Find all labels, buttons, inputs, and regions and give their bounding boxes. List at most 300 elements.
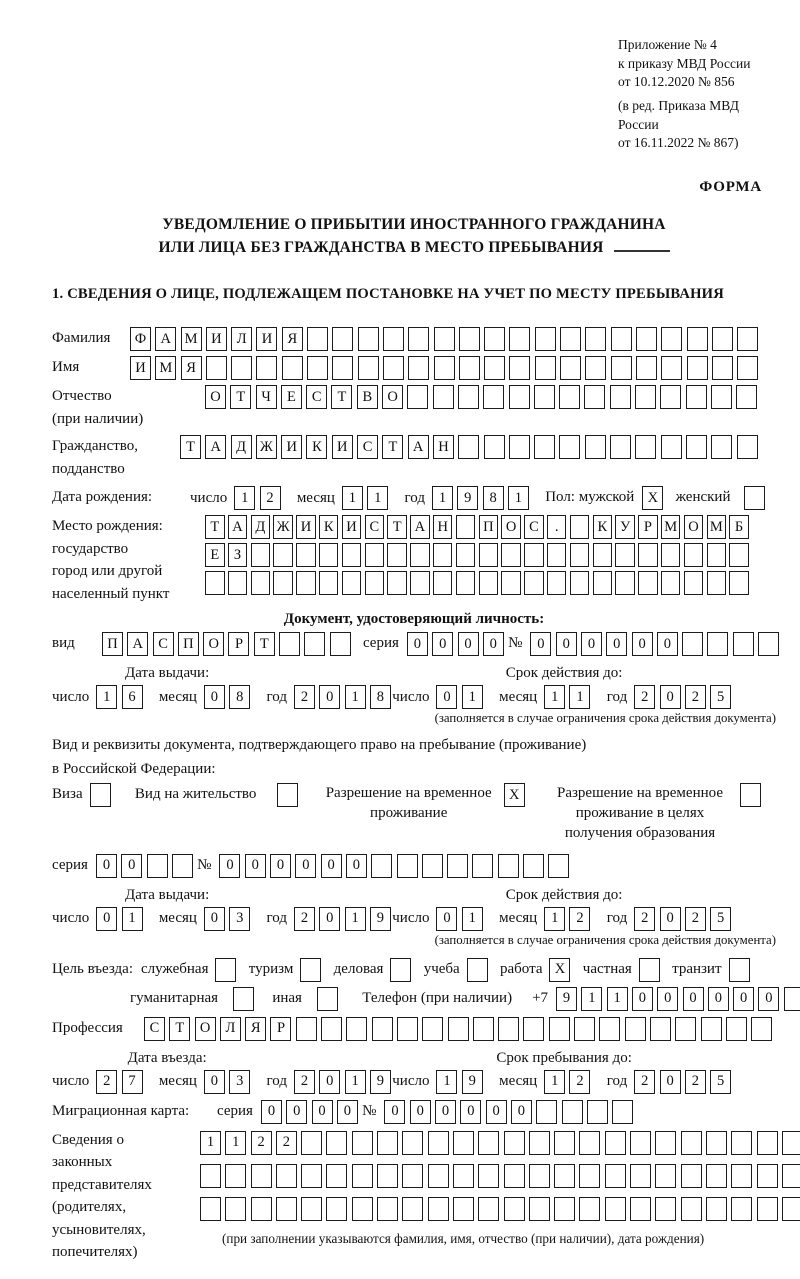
char-cell[interactable] <box>535 327 556 351</box>
char-cell[interactable] <box>319 571 339 595</box>
char-cell[interactable] <box>534 435 555 459</box>
char-cell[interactable] <box>456 543 476 567</box>
char-cell[interactable] <box>358 356 379 380</box>
char-cell[interactable] <box>687 327 708 351</box>
char-cell[interactable] <box>282 356 303 380</box>
char-cell[interactable] <box>681 1197 702 1221</box>
char-cell[interactable] <box>636 356 657 380</box>
char-cell[interactable] <box>655 1164 676 1188</box>
char-cell[interactable] <box>729 543 749 567</box>
char-cell[interactable] <box>296 543 316 567</box>
char-cell[interactable] <box>447 854 468 878</box>
char-cell[interactable]: О <box>203 632 224 656</box>
char-cell[interactable]: С <box>357 435 378 459</box>
char-cell[interactable] <box>579 1197 600 1221</box>
char-cell[interactable] <box>504 1197 525 1221</box>
date-cell[interactable]: 1 <box>544 685 565 709</box>
char-cell[interactable]: И <box>281 435 302 459</box>
char-cell[interactable]: 0 <box>435 1100 456 1124</box>
date-cell[interactable]: 0 <box>96 907 117 931</box>
char-cell[interactable] <box>509 385 530 409</box>
char-cell[interactable]: 0 <box>245 854 266 878</box>
char-cell[interactable] <box>307 356 328 380</box>
char-cell[interactable] <box>408 327 429 351</box>
purpose-official-checkbox[interactable] <box>215 958 236 982</box>
char-cell[interactable]: Т <box>331 385 352 409</box>
char-cell[interactable]: 0 <box>606 632 627 656</box>
purpose-work-checkbox[interactable]: X <box>549 958 570 982</box>
char-cell[interactable] <box>585 327 606 351</box>
char-cell[interactable] <box>757 1164 778 1188</box>
date-cell[interactable]: 1 <box>436 1070 457 1094</box>
char-cell[interactable] <box>422 854 443 878</box>
char-cell[interactable] <box>751 1017 772 1041</box>
char-cell[interactable] <box>428 1197 449 1221</box>
char-cell[interactable] <box>560 327 581 351</box>
char-cell[interactable] <box>605 1131 626 1155</box>
date-cell[interactable]: 0 <box>319 907 340 931</box>
char-cell[interactable] <box>433 543 453 567</box>
char-cell[interactable] <box>707 632 728 656</box>
date-cell[interactable]: 0 <box>660 685 681 709</box>
char-cell[interactable]: 0 <box>346 854 367 878</box>
char-cell[interactable] <box>501 571 521 595</box>
char-cell[interactable] <box>453 1131 474 1155</box>
date-cell[interactable]: 2 <box>569 907 590 931</box>
date-cell[interactable]: 1 <box>544 907 565 931</box>
char-cell[interactable]: Е <box>281 385 302 409</box>
date-cell[interactable]: 0 <box>436 685 457 709</box>
char-cell[interactable] <box>402 1164 423 1188</box>
char-cell[interactable] <box>383 327 404 351</box>
char-cell[interactable] <box>484 356 505 380</box>
char-cell[interactable] <box>574 1017 595 1041</box>
char-cell[interactable] <box>655 1197 676 1221</box>
char-cell[interactable]: И <box>342 515 362 539</box>
char-cell[interactable] <box>706 1131 727 1155</box>
char-cell[interactable] <box>273 571 293 595</box>
char-cell[interactable]: 1 <box>225 1131 246 1155</box>
char-cell[interactable] <box>456 515 476 539</box>
char-cell[interactable]: Л <box>220 1017 241 1041</box>
char-cell[interactable]: . <box>547 515 567 539</box>
char-cell[interactable] <box>570 571 590 595</box>
char-cell[interactable] <box>712 356 733 380</box>
char-cell[interactable]: П <box>479 515 499 539</box>
char-cell[interactable] <box>332 327 353 351</box>
char-cell[interactable] <box>200 1164 221 1188</box>
char-cell[interactable] <box>397 854 418 878</box>
char-cell[interactable] <box>524 543 544 567</box>
char-cell[interactable] <box>330 632 351 656</box>
sex-male-checkbox[interactable]: X <box>642 486 663 510</box>
char-cell[interactable] <box>473 1017 494 1041</box>
char-cell[interactable]: 0 <box>295 854 316 878</box>
char-cell[interactable] <box>371 854 392 878</box>
date-cell[interactable]: 2 <box>634 907 655 931</box>
char-cell[interactable] <box>504 1131 525 1155</box>
char-cell[interactable]: С <box>144 1017 165 1041</box>
char-cell[interactable] <box>782 1131 800 1155</box>
char-cell[interactable] <box>352 1131 373 1155</box>
char-cell[interactable] <box>638 571 658 595</box>
char-cell[interactable] <box>478 1197 499 1221</box>
char-cell[interactable] <box>523 854 544 878</box>
char-cell[interactable]: О <box>195 1017 216 1041</box>
char-cell[interactable]: 0 <box>337 1100 358 1124</box>
char-cell[interactable] <box>731 1164 752 1188</box>
char-cell[interactable] <box>206 356 227 380</box>
char-cell[interactable] <box>611 327 632 351</box>
char-cell[interactable] <box>433 385 454 409</box>
date-cell[interactable]: 5 <box>710 685 731 709</box>
char-cell[interactable] <box>687 356 708 380</box>
char-cell[interactable]: 0 <box>458 632 479 656</box>
char-cell[interactable] <box>342 543 362 567</box>
date-cell[interactable]: 2 <box>685 907 706 931</box>
char-cell[interactable]: Т <box>387 515 407 539</box>
char-cell[interactable]: Я <box>282 327 303 351</box>
char-cell[interactable]: М <box>155 356 176 380</box>
char-cell[interactable] <box>301 1164 322 1188</box>
char-cell[interactable]: 0 <box>632 632 653 656</box>
char-cell[interactable]: И <box>256 327 277 351</box>
char-cell[interactable]: 0 <box>121 854 142 878</box>
char-cell[interactable] <box>387 571 407 595</box>
date-cell[interactable]: 2 <box>685 1070 706 1094</box>
date-cell[interactable]: 2 <box>294 907 315 931</box>
char-cell[interactable] <box>326 1197 347 1221</box>
char-cell[interactable]: Д <box>251 515 271 539</box>
char-cell[interactable]: 1 <box>607 987 628 1011</box>
char-cell[interactable] <box>434 327 455 351</box>
char-cell[interactable]: 0 <box>581 632 602 656</box>
char-cell[interactable]: 2 <box>276 1131 297 1155</box>
purpose-private-checkbox[interactable] <box>639 958 660 982</box>
char-cell[interactable]: М <box>181 327 202 351</box>
char-cell[interactable]: 0 <box>270 854 291 878</box>
char-cell[interactable] <box>479 571 499 595</box>
char-cell[interactable]: А <box>408 435 429 459</box>
char-cell[interactable] <box>458 385 479 409</box>
char-cell[interactable] <box>501 543 521 567</box>
date-cell[interactable]: 8 <box>229 685 250 709</box>
char-cell[interactable]: Е <box>205 543 225 567</box>
char-cell[interactable]: И <box>296 515 316 539</box>
char-cell[interactable] <box>731 1131 752 1155</box>
char-cell[interactable] <box>731 1197 752 1221</box>
char-cell[interactable] <box>172 854 193 878</box>
char-cell[interactable] <box>358 327 379 351</box>
char-cell[interactable] <box>365 543 385 567</box>
char-cell[interactable]: 0 <box>683 987 704 1011</box>
char-cell[interactable] <box>707 571 727 595</box>
char-cell[interactable]: А <box>410 515 430 539</box>
date-cell[interactable]: 9 <box>370 907 391 931</box>
char-cell[interactable] <box>650 1017 671 1041</box>
char-cell[interactable] <box>228 571 248 595</box>
char-cell[interactable]: А <box>228 515 248 539</box>
char-cell[interactable] <box>684 571 704 595</box>
date-cell[interactable]: 1 <box>234 486 255 510</box>
date-cell[interactable]: 0 <box>660 1070 681 1094</box>
char-cell[interactable] <box>296 1017 317 1041</box>
char-cell[interactable] <box>397 1017 418 1041</box>
char-cell[interactable] <box>686 435 707 459</box>
char-cell[interactable] <box>701 1017 722 1041</box>
purpose-humanitarian-checkbox[interactable] <box>233 987 254 1011</box>
char-cell[interactable]: Т <box>180 435 201 459</box>
char-cell[interactable]: Т <box>205 515 225 539</box>
char-cell[interactable]: 1 <box>581 987 602 1011</box>
char-cell[interactable]: 0 <box>312 1100 333 1124</box>
char-cell[interactable]: К <box>319 515 339 539</box>
char-cell[interactable] <box>307 327 328 351</box>
char-cell[interactable] <box>321 1017 342 1041</box>
char-cell[interactable] <box>587 1100 608 1124</box>
char-cell[interactable] <box>453 1197 474 1221</box>
char-cell[interactable] <box>782 1197 800 1221</box>
char-cell[interactable] <box>251 571 271 595</box>
char-cell[interactable]: 0 <box>432 632 453 656</box>
char-cell[interactable]: О <box>684 515 704 539</box>
purpose-business-checkbox[interactable] <box>390 958 411 982</box>
char-cell[interactable] <box>448 1017 469 1041</box>
char-cell[interactable] <box>410 571 430 595</box>
char-cell[interactable] <box>706 1197 727 1221</box>
char-cell[interactable]: Н <box>433 435 454 459</box>
char-cell[interactable]: 0 <box>758 987 779 1011</box>
char-cell[interactable] <box>605 1197 626 1221</box>
char-cell[interactable] <box>630 1164 651 1188</box>
char-cell[interactable] <box>675 1017 696 1041</box>
char-cell[interactable] <box>559 435 580 459</box>
char-cell[interactable]: А <box>127 632 148 656</box>
char-cell[interactable]: Д <box>231 435 252 459</box>
char-cell[interactable]: Т <box>169 1017 190 1041</box>
char-cell[interactable] <box>484 327 505 351</box>
char-cell[interactable] <box>326 1164 347 1188</box>
char-cell[interactable]: 2 <box>251 1131 272 1155</box>
date-cell[interactable]: 5 <box>710 907 731 931</box>
date-cell[interactable]: 0 <box>204 907 225 931</box>
char-cell[interactable] <box>279 632 300 656</box>
char-cell[interactable] <box>636 327 657 351</box>
char-cell[interactable] <box>737 356 758 380</box>
char-cell[interactable]: 0 <box>511 1100 532 1124</box>
char-cell[interactable] <box>147 854 168 878</box>
purpose-tourism-checkbox[interactable] <box>300 958 321 982</box>
char-cell[interactable] <box>593 543 613 567</box>
date-cell[interactable]: 2 <box>294 685 315 709</box>
char-cell[interactable] <box>758 632 779 656</box>
char-cell[interactable] <box>402 1131 423 1155</box>
char-cell[interactable] <box>757 1131 778 1155</box>
date-cell[interactable]: 1 <box>462 907 483 931</box>
char-cell[interactable] <box>342 571 362 595</box>
char-cell[interactable]: 0 <box>407 632 428 656</box>
date-cell[interactable]: 8 <box>483 486 504 510</box>
char-cell[interactable]: 0 <box>632 987 653 1011</box>
char-cell[interactable] <box>459 356 480 380</box>
date-cell[interactable]: 1 <box>122 907 143 931</box>
date-cell[interactable]: 3 <box>229 1070 250 1094</box>
char-cell[interactable] <box>251 543 271 567</box>
char-cell[interactable] <box>256 356 277 380</box>
char-cell[interactable] <box>428 1164 449 1188</box>
char-cell[interactable] <box>579 1164 600 1188</box>
date-cell[interactable]: 1 <box>345 1070 366 1094</box>
char-cell[interactable] <box>612 1100 633 1124</box>
char-cell[interactable] <box>661 327 682 351</box>
char-cell[interactable] <box>660 385 681 409</box>
char-cell[interactable] <box>610 435 631 459</box>
char-cell[interactable]: Ф <box>130 327 151 351</box>
char-cell[interactable]: 0 <box>486 1100 507 1124</box>
char-cell[interactable]: М <box>707 515 727 539</box>
char-cell[interactable] <box>536 1100 557 1124</box>
char-cell[interactable]: С <box>524 515 544 539</box>
char-cell[interactable] <box>459 327 480 351</box>
char-cell[interactable] <box>661 571 681 595</box>
char-cell[interactable] <box>562 1100 583 1124</box>
char-cell[interactable] <box>736 385 757 409</box>
date-cell[interactable]: 1 <box>432 486 453 510</box>
char-cell[interactable]: О <box>382 385 403 409</box>
date-cell[interactable]: 1 <box>462 685 483 709</box>
char-cell[interactable] <box>434 356 455 380</box>
option-temp-residence-checkbox[interactable]: X <box>504 783 525 807</box>
char-cell[interactable] <box>273 543 293 567</box>
date-cell[interactable]: 2 <box>569 1070 590 1094</box>
char-cell[interactable] <box>635 435 656 459</box>
char-cell[interactable] <box>276 1164 297 1188</box>
option-visa-checkbox[interactable] <box>90 783 111 807</box>
sex-female-checkbox[interactable] <box>744 486 765 510</box>
char-cell[interactable]: И <box>332 435 353 459</box>
char-cell[interactable] <box>547 571 567 595</box>
char-cell[interactable] <box>534 385 555 409</box>
char-cell[interactable] <box>585 356 606 380</box>
date-cell[interactable]: 8 <box>370 685 391 709</box>
char-cell[interactable] <box>301 1131 322 1155</box>
char-cell[interactable] <box>661 435 682 459</box>
char-cell[interactable] <box>387 543 407 567</box>
char-cell[interactable] <box>200 1197 221 1221</box>
char-cell[interactable] <box>611 356 632 380</box>
char-cell[interactable] <box>729 571 749 595</box>
char-cell[interactable]: И <box>206 327 227 351</box>
char-cell[interactable] <box>458 435 479 459</box>
char-cell[interactable]: З <box>228 543 248 567</box>
char-cell[interactable] <box>615 543 635 567</box>
char-cell[interactable]: Т <box>230 385 251 409</box>
char-cell[interactable]: П <box>102 632 123 656</box>
char-cell[interactable] <box>301 1197 322 1221</box>
char-cell[interactable]: Ж <box>256 435 277 459</box>
char-cell[interactable] <box>377 1197 398 1221</box>
char-cell[interactable] <box>408 356 429 380</box>
char-cell[interactable] <box>422 1017 443 1041</box>
char-cell[interactable] <box>548 854 569 878</box>
char-cell[interactable] <box>352 1164 373 1188</box>
char-cell[interactable] <box>584 385 605 409</box>
char-cell[interactable]: 0 <box>219 854 240 878</box>
char-cell[interactable] <box>570 543 590 567</box>
char-cell[interactable] <box>615 571 635 595</box>
date-cell[interactable]: 2 <box>634 685 655 709</box>
char-cell[interactable]: 0 <box>657 987 678 1011</box>
char-cell[interactable] <box>655 1131 676 1155</box>
char-cell[interactable] <box>304 632 325 656</box>
date-cell[interactable]: 1 <box>345 685 366 709</box>
char-cell[interactable]: 0 <box>460 1100 481 1124</box>
char-cell[interactable] <box>407 385 428 409</box>
char-cell[interactable] <box>346 1017 367 1041</box>
char-cell[interactable] <box>504 1164 525 1188</box>
char-cell[interactable]: К <box>593 515 613 539</box>
char-cell[interactable]: А <box>205 435 226 459</box>
char-cell[interactable]: 0 <box>96 854 117 878</box>
char-cell[interactable]: Т <box>254 632 275 656</box>
char-cell[interactable]: Я <box>245 1017 266 1041</box>
date-cell[interactable]: 1 <box>96 685 117 709</box>
char-cell[interactable]: С <box>365 515 385 539</box>
char-cell[interactable] <box>478 1131 499 1155</box>
date-cell[interactable]: 9 <box>457 486 478 510</box>
char-cell[interactable]: К <box>306 435 327 459</box>
char-cell[interactable] <box>509 356 530 380</box>
char-cell[interactable] <box>726 1017 747 1041</box>
char-cell[interactable] <box>433 571 453 595</box>
date-cell[interactable]: 0 <box>204 685 225 709</box>
date-cell[interactable]: 1 <box>544 1070 565 1094</box>
char-cell[interactable] <box>410 543 430 567</box>
char-cell[interactable] <box>638 543 658 567</box>
char-cell[interactable]: 0 <box>410 1100 431 1124</box>
char-cell[interactable] <box>472 854 493 878</box>
char-cell[interactable] <box>524 571 544 595</box>
char-cell[interactable] <box>251 1164 272 1188</box>
date-cell[interactable]: 1 <box>342 486 363 510</box>
char-cell[interactable] <box>529 1197 550 1221</box>
char-cell[interactable] <box>276 1197 297 1221</box>
date-cell[interactable]: 9 <box>462 1070 483 1094</box>
char-cell[interactable] <box>706 1164 727 1188</box>
char-cell[interactable] <box>681 1164 702 1188</box>
char-cell[interactable] <box>225 1164 246 1188</box>
option-residence-permit-checkbox[interactable] <box>277 783 298 807</box>
char-cell[interactable]: М <box>661 515 681 539</box>
char-cell[interactable]: О <box>205 385 226 409</box>
char-cell[interactable]: 0 <box>286 1100 307 1124</box>
date-cell[interactable]: 2 <box>685 685 706 709</box>
char-cell[interactable] <box>498 1017 519 1041</box>
char-cell[interactable] <box>377 1131 398 1155</box>
char-cell[interactable] <box>529 1131 550 1155</box>
date-cell[interactable]: 9 <box>370 1070 391 1094</box>
char-cell[interactable]: И <box>130 356 151 380</box>
char-cell[interactable] <box>479 543 499 567</box>
char-cell[interactable] <box>757 1197 778 1221</box>
char-cell[interactable]: 0 <box>384 1100 405 1124</box>
date-cell[interactable]: 3 <box>229 907 250 931</box>
date-cell[interactable]: 1 <box>508 486 529 510</box>
char-cell[interactable] <box>712 327 733 351</box>
char-cell[interactable] <box>296 571 316 595</box>
char-cell[interactable] <box>625 1017 646 1041</box>
char-cell[interactable] <box>402 1197 423 1221</box>
